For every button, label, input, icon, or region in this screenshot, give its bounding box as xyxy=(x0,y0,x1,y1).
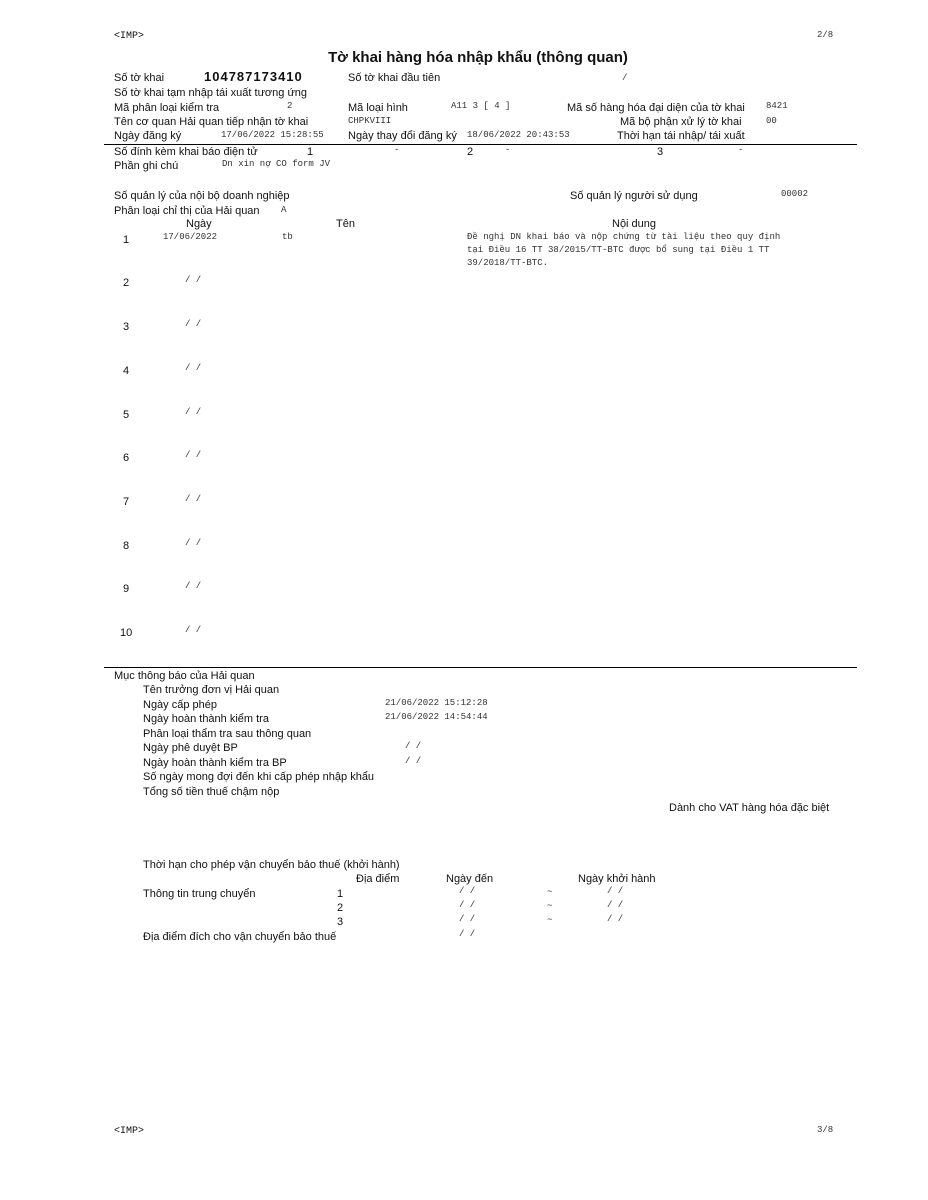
header-page-number: 2/8 xyxy=(817,30,834,40)
instruction-date: / / xyxy=(185,407,202,417)
phan-loai-chi-thi-value: A xyxy=(281,205,287,215)
dinh-kem-2: 2 xyxy=(467,146,474,158)
transit-sep: ~ xyxy=(547,887,553,897)
so-to-khai-label: Số tờ khai xyxy=(114,72,165,84)
header-tag: <IMP> xyxy=(114,31,145,42)
instruction-date: / / xyxy=(185,625,202,635)
ma-bo-phan-label: Mã bộ phận xử lý tờ khai xyxy=(620,116,742,128)
so-quan-ly-nsd-label: Số quản lý người sử dụng xyxy=(570,190,698,202)
transit-row-no: 2 xyxy=(337,902,344,914)
ghi-chu-label: Phần ghi chú xyxy=(114,160,179,172)
tong-so-tien-label: Tổng số tiền thuế chậm nộp xyxy=(143,786,280,798)
ngay-cap-phep-value: 21/06/2022 15:12:28 xyxy=(385,698,488,708)
ma-loai-hinh-label: Mã loại hình xyxy=(348,102,408,114)
instruction-content-line: 39/2018/TT-BTC. xyxy=(467,258,549,268)
instruction-date: / / xyxy=(185,450,202,460)
thoi-han-van-chuyen-label: Thời hạn cho phép vận chuyển bảo thuế (khởi hành) xyxy=(143,859,400,871)
col-ten: Tên xyxy=(336,218,355,230)
instruction-date: / / xyxy=(185,494,202,504)
col-noi-dung: Nội dung xyxy=(612,218,657,230)
col-ngay-den: Ngày đến xyxy=(446,873,494,885)
instruction-content-line: Đề nghị DN khai báo và nộp chứng từ tài liệu theo quy định xyxy=(467,232,781,242)
ma-phan-loai-value: 2 xyxy=(287,101,293,111)
thoi-han-label: Thời hạn tái nhập/ tái xuất xyxy=(617,130,745,142)
ma-so-hang-label: Mã số hàng hóa đại diện của tờ khai xyxy=(567,102,745,114)
instruction-no: 10 xyxy=(120,627,133,639)
instruction-name: tb xyxy=(282,232,293,242)
instruction-date: / / xyxy=(185,319,202,329)
ma-bo-phan-value: 00 xyxy=(766,116,777,126)
phan-loai-tham-tra-label: Phân loại thẩm tra sau thông quan xyxy=(143,728,312,740)
instruction-no: 6 xyxy=(123,452,130,464)
ngay-cap-phep-label: Ngày cấp phép xyxy=(143,699,217,711)
ngay-phe-duyet-value: / / xyxy=(405,741,422,751)
ngay-phe-duyet-label: Ngày phê duyệt BP xyxy=(143,742,238,754)
ngay-dang-ky-value: 17/06/2022 15:28:55 xyxy=(221,130,324,140)
ma-loai-hinh-value: A11 3 [ 4 ] xyxy=(451,101,511,111)
ten-truong-label: Tên trưởng đơn vị Hải quan xyxy=(143,684,280,696)
instruction-date: / / xyxy=(185,275,202,285)
dia-diem-dich-label: Địa điểm đích cho vận chuyển bảo thuế xyxy=(143,931,337,943)
ten-co-quan-label: Tên cơ quan Hải quan tiếp nhận tờ khai xyxy=(114,116,309,128)
ngay-hoan-thanh-label: Ngày hoàn thành kiểm tra xyxy=(143,713,269,725)
ma-phan-loai-label: Mã phân loại kiểm tra xyxy=(114,102,220,114)
footer-page-number: 3/8 xyxy=(817,1125,834,1135)
so-to-khai-value: 104787173410 xyxy=(204,69,303,84)
dinh-kem-1-value: - xyxy=(394,145,400,155)
col-ngay-khoi-hanh: Ngày khởi hành xyxy=(578,873,656,885)
phan-loai-chi-thi-label: Phân loại chỉ thị của Hải quan xyxy=(114,205,260,217)
transit-depart: / / xyxy=(607,886,624,896)
vat-label: Dành cho VAT hàng hóa đặc biệt xyxy=(669,802,830,814)
transit-arrive: / / xyxy=(459,886,476,896)
instruction-no: 4 xyxy=(123,365,130,377)
so-quan-ly-nsd-value: 00002 xyxy=(781,189,809,199)
instruction-date: 17/06/2022 xyxy=(163,232,218,242)
transit-row-no: 1 xyxy=(337,888,344,900)
dinh-kem-2-value: - xyxy=(505,145,511,155)
ten-co-quan-value: CHPKVIII xyxy=(348,116,392,126)
ngay-hoan-thanh-bp-label: Ngày hoàn thành kiểm tra BP xyxy=(143,757,287,769)
instruction-date: / / xyxy=(185,581,202,591)
transit-depart: / / xyxy=(607,900,624,910)
instruction-no: 3 xyxy=(123,321,130,333)
transit-arrive: / / xyxy=(459,900,476,910)
ngay-thay-doi-label: Ngày thay đổi đăng ký xyxy=(348,130,457,142)
instruction-no: 7 xyxy=(123,496,130,508)
dinh-kem-1: 1 xyxy=(307,146,314,158)
ngay-hoan-thanh-value: 21/06/2022 14:54:44 xyxy=(385,712,488,722)
divider-top xyxy=(104,144,857,145)
footer-tag: <IMP> xyxy=(114,1126,145,1137)
instruction-no: 2 xyxy=(123,277,130,289)
col-ngay: Ngày xyxy=(186,218,212,230)
ngay-hoan-thanh-bp-value: / / xyxy=(405,756,422,766)
so-ngay-label: Số ngày mong đợi đến khi cấp phép nhập khẩu xyxy=(143,771,375,783)
instruction-content-line: tại Điều 16 TT 38/2015/TT-BTC được bổ sung tại Điều 1 TT xyxy=(467,245,770,255)
instruction-no: 9 xyxy=(123,583,130,595)
ngay-dang-ky-label: Ngày đăng ký xyxy=(114,130,182,142)
transit-sep: ~ xyxy=(547,915,553,925)
page-title: Tờ khai hàng hóa nhập khẩu (thông quan) xyxy=(328,49,628,66)
dia-diem-dich-value: / / xyxy=(459,929,476,939)
instruction-no: 1 xyxy=(123,234,130,246)
so-dinh-kem-label: Số đính kèm khai báo điện tử xyxy=(114,146,258,158)
transit-row-no: 3 xyxy=(337,916,344,928)
dinh-kem-3: 3 xyxy=(657,146,664,158)
divider-bottom xyxy=(104,667,857,668)
transit-sep: ~ xyxy=(547,901,553,911)
trung-chuyen-label: Thông tin trung chuyển xyxy=(143,888,256,900)
instruction-date: / / xyxy=(185,538,202,548)
transit-depart: / / xyxy=(607,914,624,924)
col-dia-diem: Địa điểm xyxy=(356,873,400,885)
notice-section-label: Mục thông báo của Hải quan xyxy=(114,670,255,682)
dinh-kem-3-value: - xyxy=(738,145,744,155)
ghi-chu-value: Dn xin nợ CO form JV xyxy=(222,159,331,169)
so-to-khai-dau-tien-value: / xyxy=(622,73,628,83)
instruction-no: 8 xyxy=(123,540,130,552)
instruction-no: 5 xyxy=(123,409,130,421)
transit-arrive: / / xyxy=(459,914,476,924)
instruction-date: / / xyxy=(185,363,202,373)
so-quan-ly-dn-label: Số quản lý của nội bộ doanh nghiệp xyxy=(114,190,290,202)
so-to-khai-dau-tien-label: Số tờ khai đầu tiên xyxy=(348,72,441,84)
ma-so-hang-value: 8421 xyxy=(766,101,788,111)
tam-nhap-label: Số tờ khai tạm nhập tái xuất tương ứng xyxy=(114,87,308,99)
ngay-thay-doi-value: 18/06/2022 20:43:53 xyxy=(467,130,570,140)
